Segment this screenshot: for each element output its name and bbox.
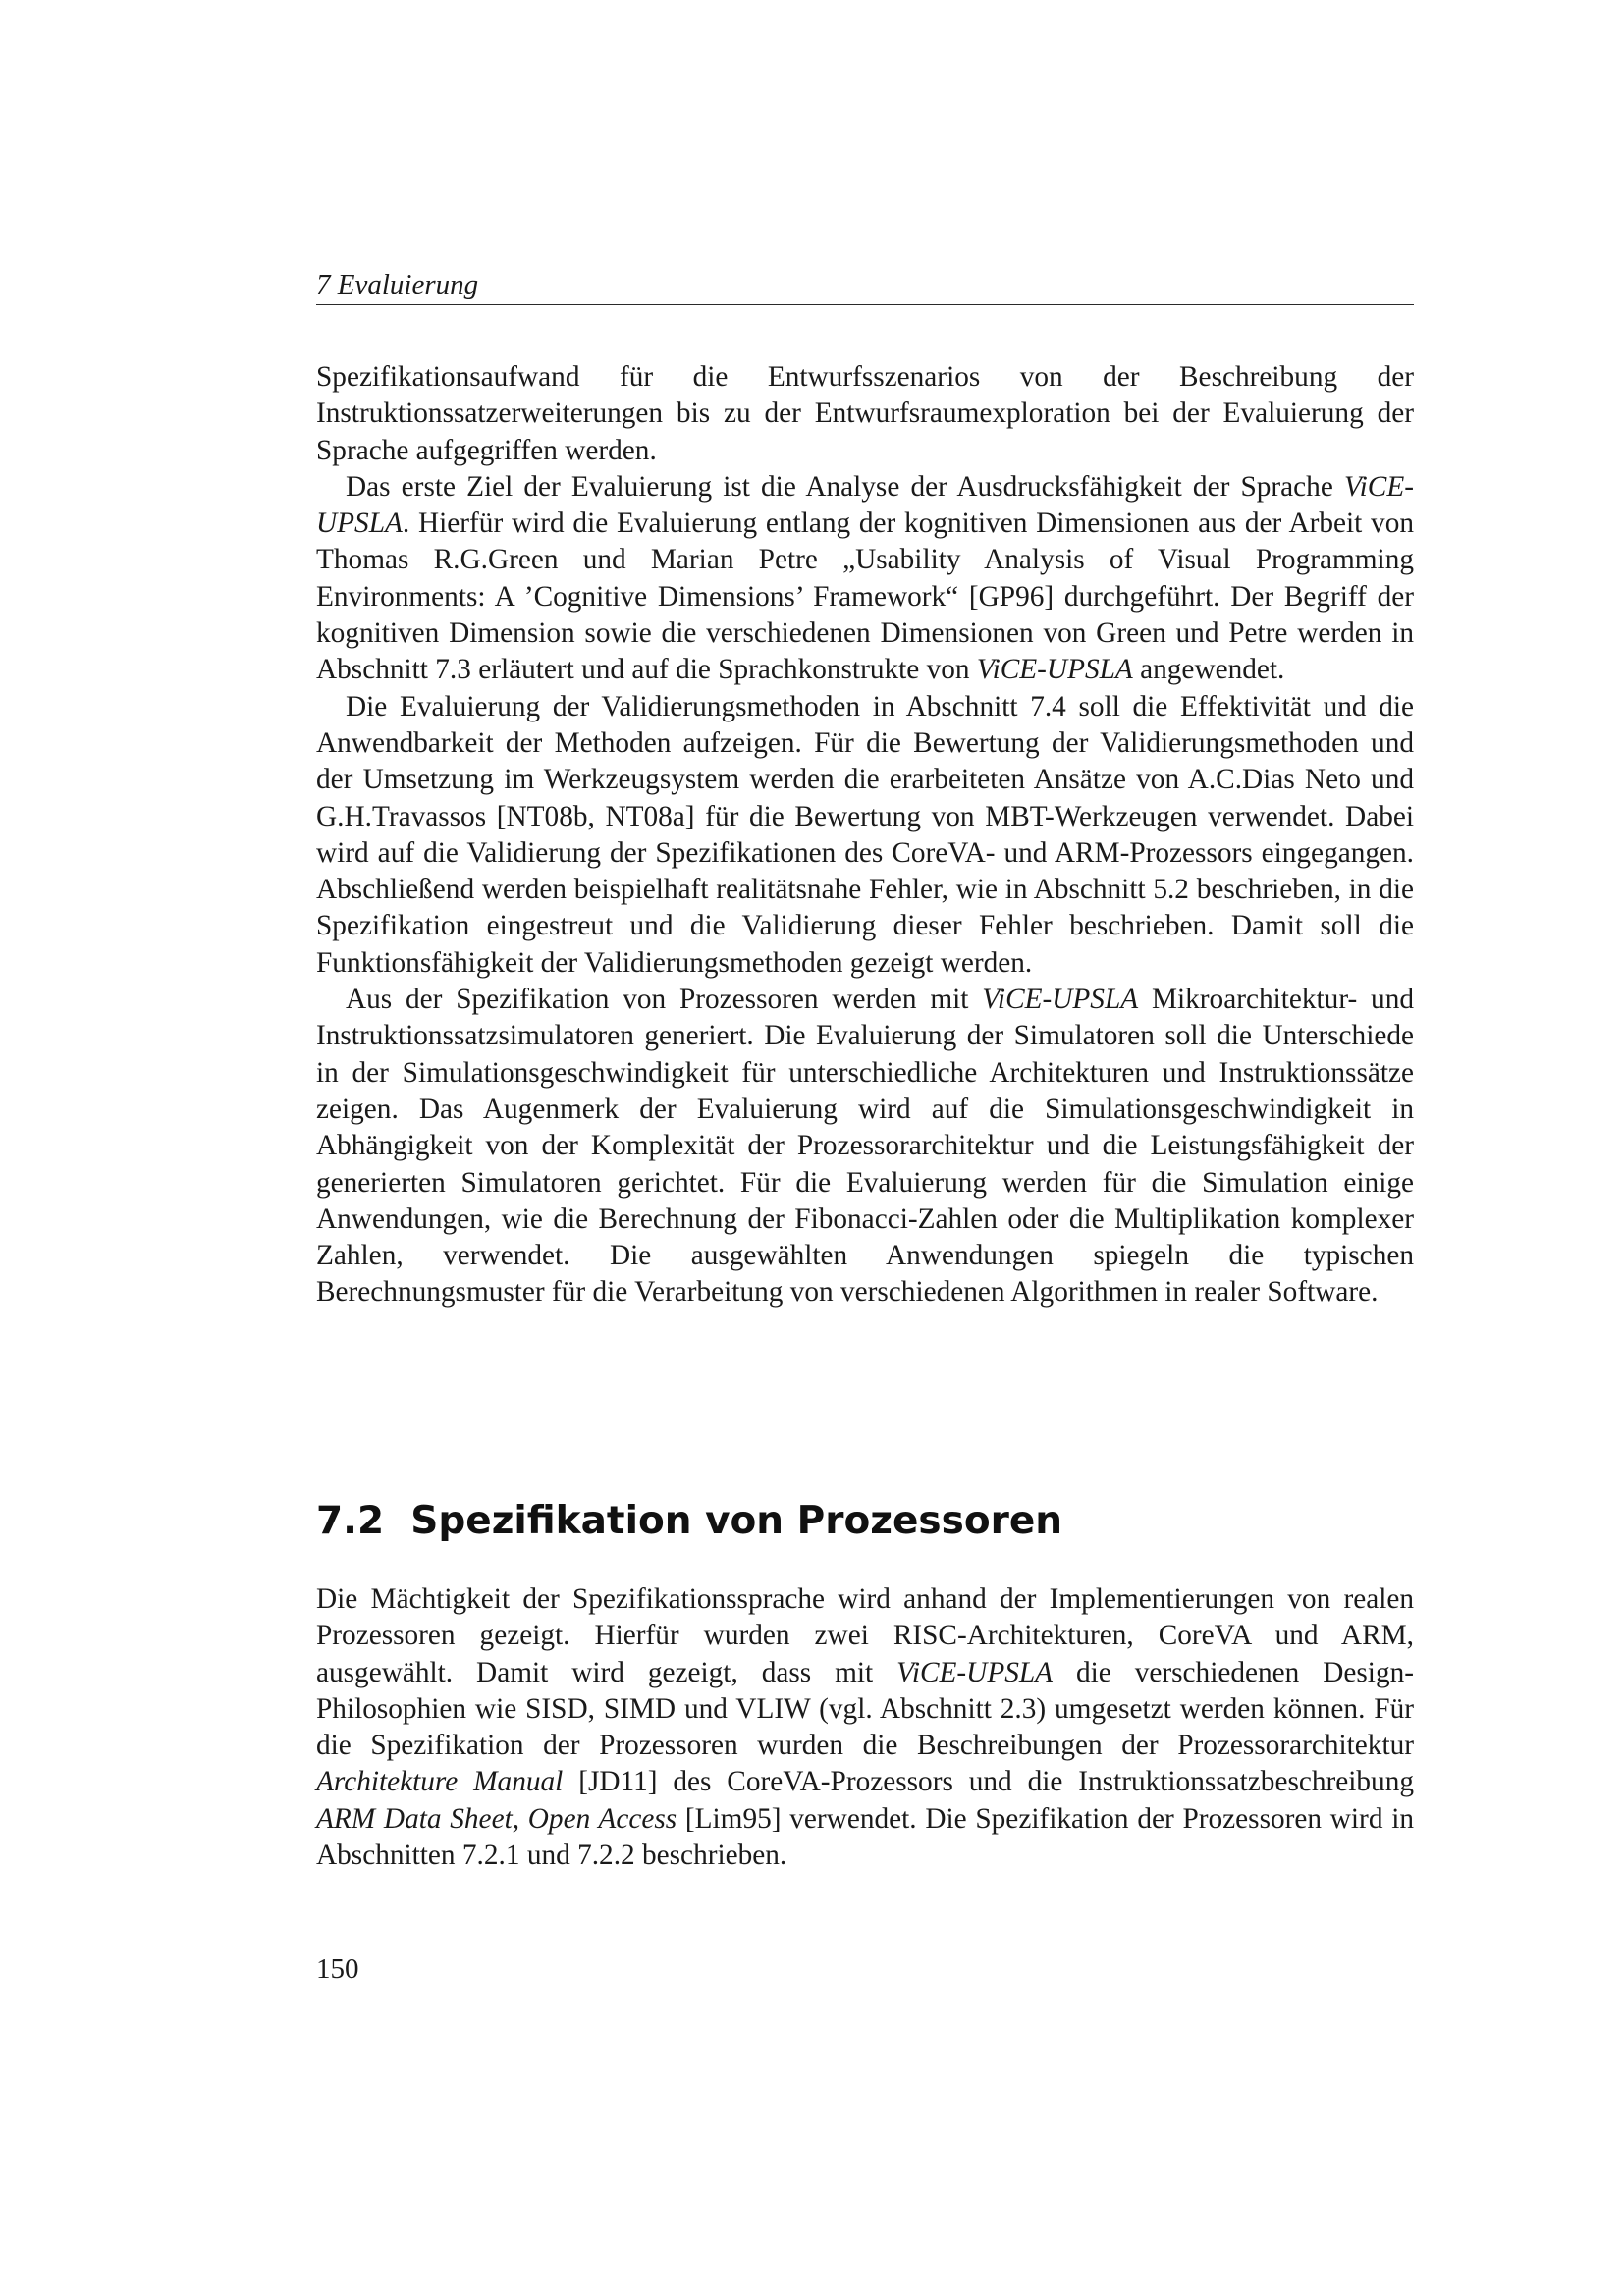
text-run: [JD11] des CoreVA-Prozessors und die Instruktionssatzbeschreibung xyxy=(563,1766,1415,1798)
text-run: Die Mächtigkeit der Spezifikationssprache wird anhand der Implementierungen von realen Prozessoren gezeigt. Hierfür wurden zwei RISC-Architekturen, CoreVA und ARM, ausgewählt. Damit wird gezeigt, dass mit xyxy=(316,1583,1414,1688)
paragraph xyxy=(316,359,1414,469)
section-title: Spezifikation von Prozessoren xyxy=(410,1499,1063,1543)
paragraph xyxy=(316,469,1414,689)
text-run: . Hierfür wird die Evaluierung entlang der kognitiven Dimensionen aus der Arbeit von Thomas R.G.Green und Marian Petre „Usability Analysis of Visual Programming Environments: A ’Cognitive Dimensions’ Framework“ [GP96] durchgeführt. Der Begriff der kognitiven Dimension sowie die verschiedenen Dimensionen von Green und Petre werden in Abschnitt 7.3 erläutert und auf die Sprachkonstrukte von xyxy=(316,507,1414,686)
paragraph xyxy=(316,982,1414,1311)
body-text xyxy=(316,359,1414,1311)
italic-run: ViCE-UPSLA xyxy=(982,984,1139,1016)
section-body xyxy=(316,1581,1414,1874)
text-run: die verschiedenen Design-Philosophien wie SISD, SIMD und VLIW (vgl. Abschnitt 2.3) umgesetzt werden können. Für die Spezifikation der Prozessoren wurden die Beschreibungen der Prozessorarchitektur xyxy=(316,1656,1414,1762)
text-run: Die Evaluierung der Validierungsmethoden in Abschnitt 7.4 soll die Effektivität und die Anwendbarkeit der Methoden aufzeigen. Für die Bewertung der Validierungsmethoden und der Umsetzung im Werkzeugsystem werden die erarbeiteten Ansätze von A.C.Dias Neto und G.H.Travassos [NT08b, NT08a] für die Bewertung von MBT-Werkzeugen verwendet. Dabei wird auf die Validierung der Spezifikationen des CoreVA- und ARM-Prozessors eingegangen. Abschließend werden beispielhaft realitätsnahe Fehler, wie in Abschnitt 5.2 beschrieben, in die Spezifikation eingestreut und die Validierung dieser Fehler beschrieben. Damit soll die Funktionsfähigkeit der Validierungsmethoden gezeigt werden. xyxy=(316,690,1414,979)
italic-run: ViCE-UPSLA xyxy=(976,654,1133,686)
paragraph xyxy=(316,1581,1414,1874)
italic-run: ARM Data Sheet, Open Access xyxy=(316,1802,677,1835)
section-heading-block xyxy=(316,1497,1414,1546)
page-number: 150 xyxy=(316,1953,359,1985)
text-run: Spezifikationsaufwand für die Entwurfsszenarios von der Beschreibung der Instruktionssatzerweiterungen bis zu der Entwurfsraumexploration bei der Evaluierung der Sprache aufgegriffen werden. xyxy=(316,361,1414,466)
italic-run: ViCE-UPSLA xyxy=(896,1656,1054,1688)
section-number: 7.2 xyxy=(316,1499,385,1543)
text-run: Mikroarchitektur- und Instruktionssatzsimulatoren generiert. Die Evaluierung der Simulatoren soll die Unterschiede in der Simulationsgeschwindigkeit für unterschiedliche Architekturen und Instruktionssätze zeigen. Das Augenmerk der Evaluierung wird auf die Simulationsgeschwindigkeit in Abhängigkeit von der Komplexität der Prozessorarchitektur und die Leistungsfähigkeit der generierten Simulatoren gerichtet. Für die Evaluierung werden für die Simulation einige Anwendungen, wie die Berechnung der Fibonacci-Zahlen oder die Multiplikation komplexer Zahlen, verwendet. Die ausgewählten Anwendungen spiegeln die typischen Berechnungsmuster für die Verarbeitung von verschiedenen Algorithmen in realer Software. xyxy=(316,984,1414,1308)
italic-run: Architekture Manual xyxy=(316,1766,564,1798)
text-run: Aus der Spezifikation von Prozessoren werden mit xyxy=(346,984,983,1016)
paragraph xyxy=(316,689,1414,982)
text-run: Das erste Ziel der Evaluierung ist die Analyse der Ausdrucksfähigkeit der Sprache xyxy=(346,470,1344,503)
section-heading xyxy=(316,1497,1414,1546)
italic-run: ViCE-UPSLA xyxy=(316,470,1414,540)
text-run: angewendet. xyxy=(1132,654,1285,686)
running-head: 7 Evaluierung xyxy=(316,265,1414,305)
text-run: [Lim95] verwendet. Die Spezifikation der Prozessoren wird in Abschnitten 7.2.1 und 7.2.2 beschrieben. xyxy=(316,1802,1414,1872)
